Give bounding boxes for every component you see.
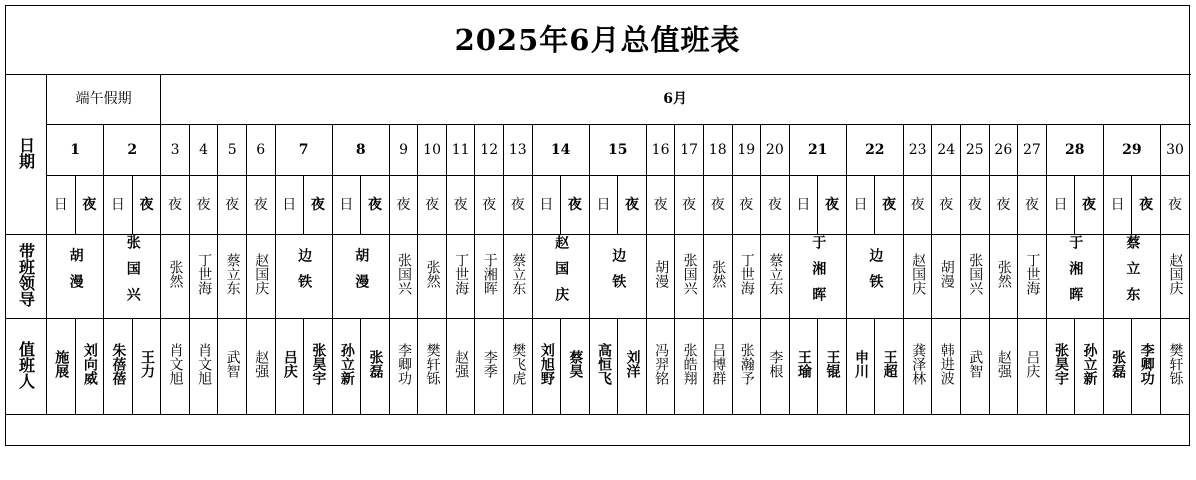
date-cell: 20 [761,125,790,176]
duty-staff-cell [932,319,961,415]
duty-staff-cell [275,319,304,415]
duty-staff-cell [761,319,790,415]
leader-cell [246,235,275,319]
leader-cell [504,235,533,319]
shift-cell: 日 [789,176,818,235]
duty-staff-name: 张瀚予 [738,343,755,385]
leader-cell [961,235,990,319]
roster-title: 2025年6月总值班表 [6,6,1190,75]
date-cell: 7 [275,125,332,176]
shift-cell: 夜 [1160,176,1189,235]
duty-staff-name: 张昊宇 [310,343,327,385]
shift-cell: 夜 [389,176,418,235]
leader-name: 于湘晖 [1067,235,1084,313]
date-cell: 24 [932,125,961,176]
leader-cell [418,235,447,319]
duty-staff-cell [161,319,190,415]
date-cell: 23 [903,125,932,176]
duty-staff-cell [703,319,732,415]
leader-cell [47,235,104,319]
leader-name: 于湘晖 [810,235,827,313]
duty-staff-name: 肖文旭 [196,343,213,385]
leader-cell [104,235,161,319]
duty-staff-cell [675,319,704,415]
shift-cell: 日 [1046,176,1075,235]
duty-row-label [6,319,47,415]
duty-staff-cell [1132,319,1161,415]
shift-cell: 夜 [618,176,647,235]
duty-staff-name: 武智 [224,350,241,378]
shift-cell: 夜 [703,176,732,235]
leader-name: 蔡立东 [510,253,527,295]
duty-staff-cell [589,319,618,415]
shift-type-row [6,176,1190,235]
duty-staff-name: 孙立新 [338,343,355,385]
duty-staff-name: 赵强 [995,350,1012,378]
shift-cell: 日 [47,176,76,235]
leader-name: 张国兴 [967,253,984,295]
leader-cell [1018,235,1047,319]
shift-cell: 夜 [989,176,1018,235]
leader-name: 赵国庆 [253,253,270,295]
duty-staff-name: 李卿功 [1138,343,1155,385]
shift-cell: 夜 [903,176,932,235]
shift-cell: 日 [1103,176,1132,235]
date-cell: 3 [161,125,190,176]
shift-cell: 夜 [361,176,390,235]
duty-staff-row [6,319,1190,415]
duty-staff-cell [218,319,247,415]
date-cell: 10 [418,125,447,176]
duty-staff-name: 张昊宇 [1052,343,1069,385]
duty-staff-cell [475,319,504,415]
duty-staff-cell [1075,319,1104,415]
shift-cell: 夜 [246,176,275,235]
shift-cell: 夜 [1132,176,1161,235]
date-cell: 17 [675,125,704,176]
date-cell: 26 [989,125,1018,176]
leader-cell [732,235,761,319]
duty-staff-cell [846,319,875,415]
shift-cell: 日 [104,176,133,235]
period-header: 端午假期 [47,75,161,125]
leader-cell [789,235,846,319]
duty-staff-name: 朱蓓蓓 [110,343,127,385]
leader-name: 丁世海 [196,253,213,295]
leader-name: 赵国庆 [1167,253,1184,295]
shift-cell: 夜 [161,176,190,235]
duty-staff-cell [47,319,76,415]
shift-cell: 夜 [304,176,333,235]
duty-staff-cell [361,319,390,415]
duty-staff-cell [818,319,847,415]
duty-label-text: 值班人 [16,340,36,389]
leader-row-label [6,235,47,319]
leader-name: 胡漫 [67,248,84,300]
leader-cell [703,235,732,319]
leader-row [6,235,1190,319]
date-cell: 27 [1018,125,1047,176]
duty-staff-name: 蔡昊 [567,350,584,378]
duty-staff-name: 张皓翔 [681,343,698,385]
leader-label-text: 带班领导 [16,242,36,307]
duty-staff-cell [246,319,275,415]
leader-name: 张国兴 [396,253,413,295]
shift-cell: 日 [846,176,875,235]
date-cell: 21 [789,125,846,176]
leader-name: 张然 [167,260,184,288]
duty-staff-name: 武智 [967,350,984,378]
duty-staff-cell [1160,319,1189,415]
duty-staff-name: 赵强 [253,350,270,378]
leader-name: 张国兴 [681,253,698,295]
duty-staff-cell [1046,319,1075,415]
duty-staff-cell [332,319,361,415]
duty-staff-name: 刘旭野 [538,343,555,385]
duty-staff-cell [504,319,533,415]
duty-staff-cell [1103,319,1132,415]
leader-name: 蔡立东 [767,253,784,295]
leader-name: 胡漫 [938,260,955,288]
leader-cell [218,235,247,319]
duty-staff-name: 王瑜 [795,350,812,378]
leader-name: 胡漫 [653,260,670,288]
date-cell: 16 [646,125,675,176]
shift-cell: 日 [275,176,304,235]
shift-cell: 夜 [675,176,704,235]
date-cell: 15 [589,125,646,176]
date-cell: 28 [1046,125,1103,176]
leader-cell [275,235,332,319]
date-cell: 25 [961,125,990,176]
duty-staff-name: 张磊 [367,350,384,378]
duty-staff-cell [789,319,818,415]
leader-name: 蔡立东 [224,253,241,295]
leader-name: 丁世海 [453,253,470,295]
leader-name: 边铁 [610,248,627,300]
shift-cell: 夜 [418,176,447,235]
leader-name: 丁世海 [1024,253,1041,295]
leader-cell [189,235,218,319]
leader-cell [332,235,389,319]
duty-staff-cell [75,319,104,415]
duty-staff-name: 樊轩铄 [424,343,441,385]
shift-cell: 夜 [504,176,533,235]
duty-staff-cell [732,319,761,415]
duty-staff-name: 李季 [481,350,498,378]
date-cell: 5 [218,125,247,176]
date-cell: 8 [332,125,389,176]
date-cell: 14 [532,125,589,176]
leader-cell [1160,235,1189,319]
duty-staff-cell [1018,319,1047,415]
shift-cell: 日 [532,176,561,235]
shift-cell: 夜 [561,176,590,235]
notes-cell [6,415,1190,446]
leader-name: 赵国庆 [910,253,927,295]
shift-cell: 夜 [218,176,247,235]
leader-cell [589,235,646,319]
duty-staff-cell [446,319,475,415]
leader-cell [932,235,961,319]
notes-row [6,415,1190,446]
duty-staff-cell [418,319,447,415]
leader-name: 张然 [710,260,727,288]
duty-staff-name: 孙立新 [1081,343,1098,385]
shift-cell: 夜 [1075,176,1104,235]
duty-staff-name: 龚泽林 [910,343,927,385]
duty-staff-name: 吕博群 [710,343,727,385]
duty-roster-table [5,5,1190,446]
shift-cell: 夜 [1018,176,1047,235]
leader-name: 于湘晖 [481,253,498,295]
duty-staff-name: 王超 [881,350,898,378]
period-header: 6月 [161,75,1190,125]
duty-staff-name: 施展 [53,350,70,378]
duty-staff-name: 肖文旭 [167,343,184,385]
date-cell: 19 [732,125,761,176]
leader-name: 边铁 [296,248,313,300]
date-cell: 22 [846,125,903,176]
date-number-row [6,125,1190,176]
duty-staff-name: 李根 [767,350,784,378]
duty-staff-cell [561,319,590,415]
date-cell: 30 [1160,125,1189,176]
duty-staff-cell [875,319,904,415]
leader-name: 张然 [995,260,1012,288]
duty-staff-name: 王力 [138,350,155,378]
duty-staff-name: 樊飞虎 [510,343,527,385]
date-cell: 13 [504,125,533,176]
date-cell: 2 [104,125,161,176]
shift-cell: 夜 [132,176,161,235]
shift-cell: 夜 [446,176,475,235]
date-cell: 12 [475,125,504,176]
leader-cell [646,235,675,319]
date-cell: 9 [389,125,418,176]
leader-cell [389,235,418,319]
duty-staff-cell [189,319,218,415]
duty-staff-name: 张磊 [1110,350,1127,378]
shift-cell: 日 [332,176,361,235]
duty-staff-name: 冯羿铭 [653,343,670,385]
shift-cell: 夜 [875,176,904,235]
date-cell: 18 [703,125,732,176]
duty-roster-sheet [5,5,1190,446]
shift-cell: 夜 [732,176,761,235]
date-cell: 6 [246,125,275,176]
date-cell: 1 [47,125,104,176]
shift-cell: 夜 [75,176,104,235]
leader-cell [532,235,589,319]
duty-staff-name: 韩进波 [938,343,955,385]
leader-cell [846,235,903,319]
shift-cell: 夜 [932,176,961,235]
duty-staff-cell [304,319,333,415]
leader-cell [1046,235,1103,319]
duty-staff-cell [903,319,932,415]
date-cell: 29 [1103,125,1160,176]
leader-name: 边铁 [867,248,884,300]
duty-staff-name: 吕庆 [281,350,298,378]
duty-staff-cell [618,319,647,415]
duty-staff-cell [989,319,1018,415]
shift-cell: 夜 [646,176,675,235]
duty-staff-name: 刘向威 [81,343,98,385]
leader-cell [1103,235,1160,319]
leader-cell [161,235,190,319]
shift-cell: 夜 [475,176,504,235]
duty-staff-name: 高恒飞 [595,343,612,385]
date-cell: 4 [189,125,218,176]
period-header-row [6,75,1190,125]
leader-name: 蔡立东 [1124,235,1141,313]
leader-name: 张然 [424,260,441,288]
duty-staff-cell [532,319,561,415]
duty-staff-cell [132,319,161,415]
shift-cell: 日 [589,176,618,235]
shift-cell: 夜 [961,176,990,235]
leader-cell [675,235,704,319]
shift-cell: 夜 [189,176,218,235]
leader-cell [989,235,1018,319]
duty-staff-name: 刘洋 [624,350,641,378]
duty-staff-name: 赵强 [453,350,470,378]
duty-staff-name: 王锟 [824,350,841,378]
shift-cell: 夜 [818,176,847,235]
leader-name: 赵国庆 [553,235,570,313]
duty-staff-name: 吕庆 [1024,350,1041,378]
leader-name: 胡漫 [353,248,370,300]
leader-cell [903,235,932,319]
leader-cell [761,235,790,319]
leader-cell [446,235,475,319]
leader-name: 丁世海 [738,253,755,295]
date-label-text: 日期 [16,136,36,169]
duty-staff-cell [646,319,675,415]
date-cell: 11 [446,125,475,176]
date-row-label [6,75,47,235]
duty-staff-cell [104,319,133,415]
leader-name: 张国兴 [124,235,141,313]
duty-staff-name: 李卿功 [396,343,413,385]
duty-staff-cell [961,319,990,415]
leader-cell [475,235,504,319]
shift-cell: 夜 [761,176,790,235]
duty-staff-name: 申川 [853,350,870,378]
duty-staff-cell [389,319,418,415]
duty-staff-name: 樊轩铄 [1167,343,1184,385]
